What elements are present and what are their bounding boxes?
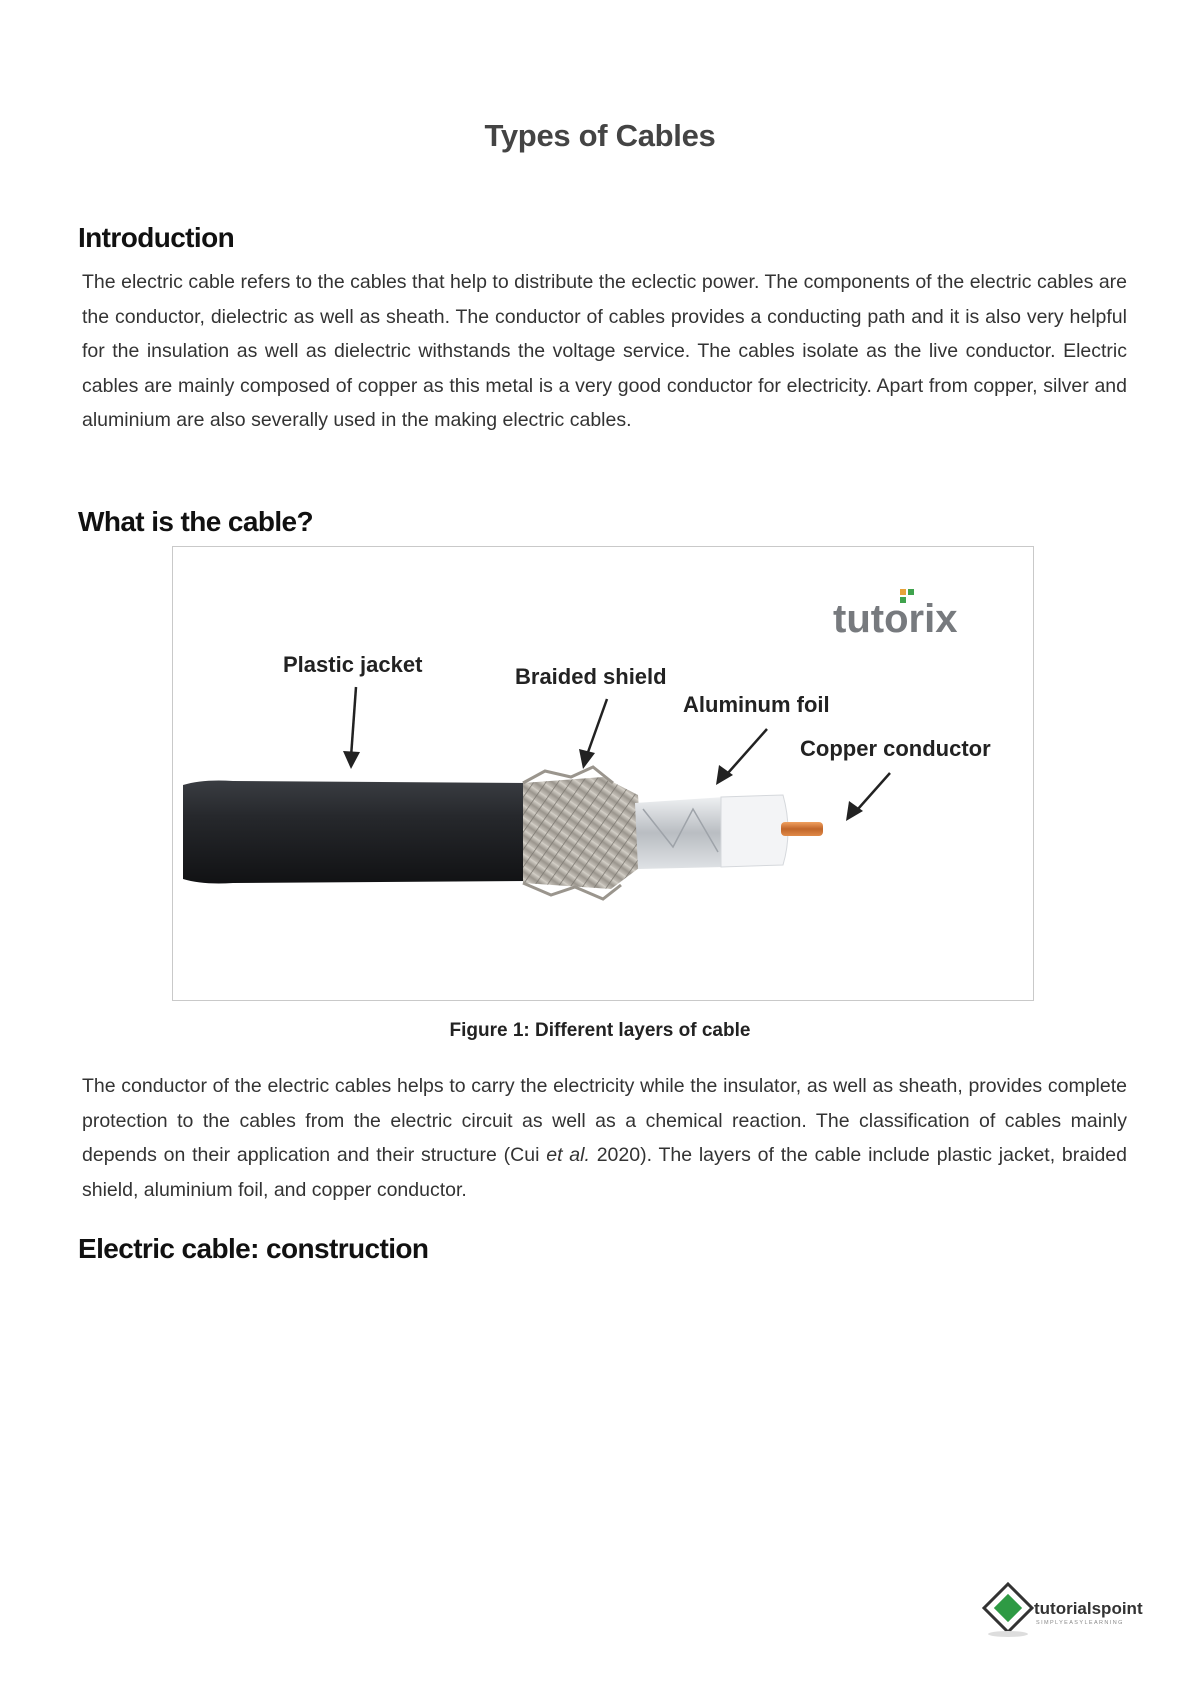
arrow-aluminum-foil [728,729,767,773]
label-aluminum-foil: Aluminum foil [683,692,830,717]
cable-description-paragraph: The conductor of the electric cables helps to carry the electricity while the insulator, as well as sheath, provides complete protection to the cables from the electric circuit as well as a chemical reaction. The classification of cables mainly depends on their application and their structure (Cui et al. 2020). The layers of the cable include plastic jacket, braided shield, aluminium foil, and copper conductor. [82,1075,1127,1201]
tutorix-logo [833,589,957,641]
label-copper-conductor: Copper conductor [800,736,991,761]
label-braided-shield: Braided shield [515,664,667,689]
heading-what-is-cable: What is the cable? [78,506,314,537]
aluminum-foil-shape [635,797,729,869]
label-plastic-jacket: Plastic jacket [283,652,423,677]
tutorialspoint-tagline: SIMPLYEASYLEARNING [1036,1620,1124,1626]
braided-shield-shape [523,777,643,889]
page-title: Types of Cables [484,118,716,153]
arrow-copper-conductor [858,773,890,809]
tutorialspoint-emblem-icon [984,1584,1032,1637]
tutorialspoint-logo [980,1580,1150,1638]
tutorialspoint-logo-text: tutorialspoint [1034,1599,1143,1618]
cable-layers-figure [172,546,1034,1001]
heading-construction: Electric cable: construction [78,1233,429,1264]
copper-conductor-shape [781,822,823,836]
arrow-plastic-jacket [351,687,356,757]
introduction-paragraph: The electric cable refers to the cables that help to distribute the eclectic power. The components of the electric cables are the conductor, dielectric as well as sheath. The conductor of cables provides a conducting path and it is also very helpful for the insulation as well as dielectric withstands the voltage service. The cables isolate as the live conductor. Electric cables are mainly composed of copper as this metal is a very good conductor for electricity. Apart from copper, silver and aluminium are also severally used in the making electric cables. [82,271,1127,431]
arrow-braided-shield [587,699,607,755]
figure-caption: Figure 1: Different layers of cable [449,1020,751,1041]
dielectric-shape [721,795,788,867]
heading-introduction: Introduction [78,222,235,253]
tutorix-logo-text: tutorix [833,597,958,641]
cable-illustration [173,547,1033,1000]
plastic-jacket-shape [183,781,528,884]
